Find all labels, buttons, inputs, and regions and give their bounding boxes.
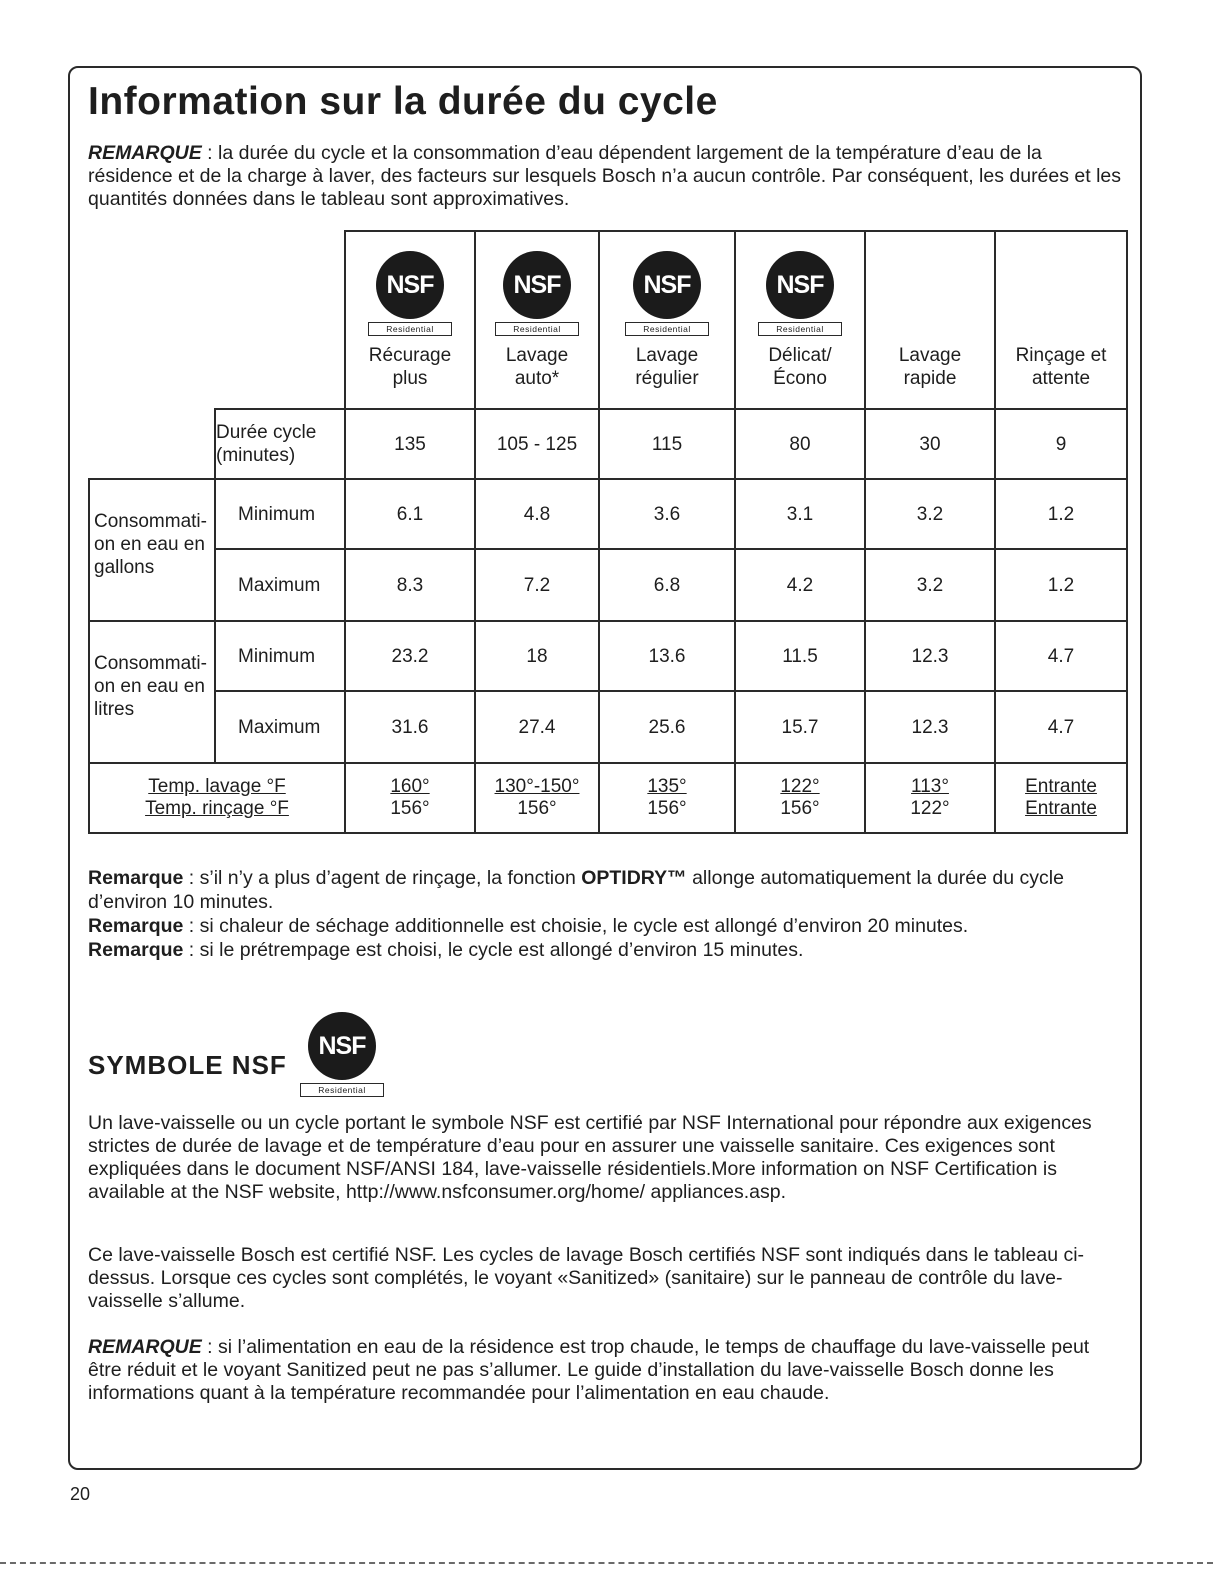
table-cell-value: 1.2 bbox=[1047, 574, 1075, 596]
final-note bbox=[88, 1336, 1128, 1405]
table-cell bbox=[598, 548, 736, 622]
table-cell bbox=[994, 478, 1128, 550]
table-cell bbox=[734, 620, 866, 692]
nsf-logo bbox=[368, 251, 452, 336]
table-cell bbox=[474, 690, 600, 764]
table-cell bbox=[344, 408, 476, 480]
nsf-residential-tag: Residential bbox=[495, 322, 579, 336]
column-header-label: Lavage rapide bbox=[898, 345, 962, 389]
table-cell bbox=[994, 548, 1128, 622]
temp-wash-value: 113° bbox=[911, 776, 949, 797]
table-cell bbox=[864, 548, 996, 622]
table-cell-value: 12.3 bbox=[911, 716, 949, 738]
temp-rinse-value: 156° bbox=[390, 798, 430, 819]
final-note-sep: : bbox=[201, 1336, 219, 1358]
row-label bbox=[214, 548, 346, 622]
column-header-label: Lavage régulier bbox=[635, 345, 699, 389]
gallons-group-label-text: Consommati- on en eau en gallons bbox=[94, 511, 207, 578]
nsf-logo bbox=[300, 1012, 384, 1097]
nsf-circle-icon: NSF bbox=[376, 251, 444, 319]
nsf-residential-tag: Residential bbox=[368, 322, 452, 336]
note-sep: : bbox=[183, 915, 200, 937]
page-number: 20 bbox=[70, 1484, 91, 1504]
table-cell bbox=[344, 620, 476, 692]
table-cell bbox=[734, 690, 866, 764]
column-header bbox=[734, 230, 866, 410]
temperature-cell bbox=[864, 762, 996, 834]
table-cell-value: 23.2 bbox=[391, 645, 429, 667]
table-cell-value: 1.2 bbox=[1047, 503, 1075, 525]
temp-rinse-value: 156° bbox=[517, 798, 557, 819]
table-cell-value: 9 bbox=[1055, 433, 1067, 455]
table-cell bbox=[474, 548, 600, 622]
liters-group-label bbox=[88, 620, 216, 764]
note-sep: : bbox=[183, 867, 200, 889]
row-label bbox=[214, 690, 346, 764]
temperature-cell bbox=[474, 762, 600, 834]
notes bbox=[88, 866, 1128, 962]
nsf-residential-tag: Residential bbox=[300, 1083, 384, 1097]
nsf-circle-icon: NSF bbox=[766, 251, 834, 319]
note-label: Remarque bbox=[88, 867, 184, 889]
table-cell bbox=[344, 478, 476, 550]
temp-wash-label: Temp. lavage °F bbox=[148, 776, 286, 797]
note-pre: s’il n’y a plus d’agent de rinçage, la fonction bbox=[199, 867, 582, 889]
table-cell-value: 12.3 bbox=[911, 645, 949, 667]
table-cell-value: 7.2 bbox=[523, 574, 551, 596]
table-cell-value: 4.2 bbox=[786, 574, 814, 596]
table-cell-value: 11.5 bbox=[782, 645, 818, 667]
table-cell-value: 15.7 bbox=[781, 716, 819, 738]
temp-rinse-value: Entrante bbox=[1025, 798, 1097, 819]
page-title: Information sur la durée du cycle bbox=[88, 80, 718, 123]
note-pre: si le prétrempage est choisi, le cycle est allongé d’environ 15 minutes. bbox=[199, 939, 804, 961]
table-cell-value: 6.1 bbox=[396, 503, 424, 525]
column-header-label: Lavage auto* bbox=[505, 345, 569, 389]
note-pre: si chaleur de séchage additionnelle est choisie, le cycle est allongé d’environ 20 minutes. bbox=[199, 915, 969, 937]
temperature-labels bbox=[88, 762, 346, 834]
nsf-residential-tag: Residential bbox=[625, 322, 709, 336]
table-cell bbox=[598, 620, 736, 692]
table-cell bbox=[864, 478, 996, 550]
table-cell-value: 13.6 bbox=[648, 645, 686, 667]
temp-rinse-value: 122° bbox=[910, 798, 950, 819]
temp-rinse-value: 156° bbox=[780, 798, 820, 819]
note-line bbox=[88, 866, 1128, 914]
table-cell bbox=[864, 620, 996, 692]
intro-note-text: la durée du cycle et la consommation d’eau dépendent largement de la température d’eau de la résidence et de la charge à laver, des facteurs sur lesquels Bosch n’a aucun contrôle. Par conséquent, les durées et les quantités données dans le tableau sont approximatives. bbox=[88, 142, 1122, 210]
table-cell-value: 3.2 bbox=[916, 503, 944, 525]
note-label: Remarque bbox=[88, 939, 184, 961]
symbol-title: SYMBOLE NSF bbox=[88, 1050, 287, 1080]
temperature-cell bbox=[734, 762, 866, 834]
column-header bbox=[598, 230, 736, 410]
symbol-paragraph-1: Un lave-vaisselle ou un cycle portant le symbole NSF est certifié par NSF International pour répondre aux exigences strictes de durée de lavage et de température d’eau pour en assurer une vaisselle sanitaire. Ces exigences sont expliquées dans le document NSF/ANSI 184, lave-vaisselle résidentiels.More information on NSF Certification is available at the NSF website, http://www.nsfconsumer.org/home/ appliances.asp. bbox=[88, 1112, 1092, 1203]
temp-wash-value: 135° bbox=[647, 776, 687, 797]
table-cell bbox=[598, 408, 736, 480]
table-cell bbox=[864, 408, 996, 480]
table-cell bbox=[864, 690, 996, 764]
temperature-cell bbox=[344, 762, 476, 834]
table-cell-value: 115 bbox=[651, 433, 683, 455]
table-cell-value: 105 - 125 bbox=[496, 433, 578, 455]
intro-note-label: REMARQUE bbox=[88, 142, 202, 164]
note-line bbox=[88, 938, 1128, 962]
nsf-logo bbox=[625, 251, 709, 336]
table-cell-value: 31.6 bbox=[391, 716, 429, 738]
table-cell-value: 4.8 bbox=[523, 503, 551, 525]
row-label-text: Maximum bbox=[238, 716, 321, 738]
table-cell bbox=[994, 408, 1128, 480]
temp-rinse-label: Temp. rinçage °F bbox=[145, 798, 289, 819]
table-cell bbox=[344, 690, 476, 764]
final-note-label: REMARQUE bbox=[88, 1336, 202, 1358]
symbol-paragraph-2: Ce lave-vaisselle Bosch est certifié NSF. Les cycles de lavage Bosch certifiés NSF sont indiqués dans le tableau ci-dessus. Lorsque ces cycles sont complétés, le voyant «Sanitized» (sanitaire) sur le panneau de contrôle du lave-vaisselle s’allume. bbox=[88, 1244, 1085, 1312]
note-post: allonge automatiquement la durée du cycle d’environ 10 minutes. bbox=[88, 867, 1064, 913]
column-header-label: Récurage plus bbox=[368, 345, 452, 389]
note-label: Remarque bbox=[88, 915, 184, 937]
nsf-circle-icon: NSF bbox=[308, 1012, 376, 1080]
table-cell-value: 27.4 bbox=[518, 716, 556, 738]
table-cell bbox=[598, 478, 736, 550]
footer-line bbox=[0, 1562, 1213, 1564]
temp-rinse-value: 156° bbox=[647, 798, 687, 819]
duration-label-text: Durée cycle (minutes) bbox=[216, 422, 317, 466]
table-cell-value: 3.1 bbox=[786, 503, 814, 525]
temperature-cell bbox=[994, 762, 1128, 834]
table-cell-value: 6.8 bbox=[653, 574, 681, 596]
column-header-label: Délicat/ Écono bbox=[768, 345, 832, 389]
temp-wash-value: 130°-150° bbox=[494, 776, 580, 797]
column-header bbox=[344, 230, 476, 410]
table-cell bbox=[474, 620, 600, 692]
table-cell-value: 135 bbox=[394, 433, 426, 455]
row-label-text: Minimum bbox=[238, 645, 316, 667]
liters-group-label-text: Consommati- on en eau en litres bbox=[94, 653, 207, 720]
table-cell bbox=[994, 690, 1128, 764]
temp-wash-value: 122° bbox=[780, 776, 820, 797]
final-note-text: si l’alimentation en eau de la résidence est trop chaude, le temps de chauffage du lave-vaisselle peut être réduit et le voyant Sanitized peut ne pas s’allumer. Le guide d’installation du lave-vaisselle Bosch donne les informations quant à la température recommandée pour l’alimentation en eau chaude. bbox=[88, 1336, 1090, 1404]
note-bold: OPTIDRY™ bbox=[581, 867, 687, 889]
nsf-circle-icon: NSF bbox=[633, 251, 701, 319]
nsf-circle-icon: NSF bbox=[503, 251, 571, 319]
column-header-label: Rinçage et attente bbox=[1015, 345, 1107, 389]
gallons-group-label bbox=[88, 478, 216, 622]
table-cell-value: 80 bbox=[789, 433, 811, 455]
row-label bbox=[214, 478, 346, 550]
temp-wash-value: Entrante bbox=[1025, 776, 1097, 797]
row-label bbox=[214, 620, 346, 692]
table-cell bbox=[598, 690, 736, 764]
table-cell-value: 4.7 bbox=[1047, 716, 1075, 738]
nsf-residential-tag: Residential bbox=[758, 322, 842, 336]
nsf-logo bbox=[495, 251, 579, 336]
table-cell bbox=[734, 408, 866, 480]
table-cell-value: 30 bbox=[919, 433, 941, 455]
table-cell-value: 18 bbox=[526, 645, 548, 667]
nsf-logo bbox=[758, 251, 842, 336]
table-cell-value: 4.7 bbox=[1047, 645, 1075, 667]
row-label-text: Maximum bbox=[238, 574, 321, 596]
table-cell-value: 3.6 bbox=[653, 503, 681, 525]
temp-wash-value: 160° bbox=[390, 776, 430, 797]
duration-label bbox=[214, 408, 346, 480]
row-label-text: Minimum bbox=[238, 503, 316, 525]
table-cell bbox=[734, 478, 866, 550]
table-cell bbox=[474, 408, 600, 480]
table-cell bbox=[344, 548, 476, 622]
note-sep: : bbox=[183, 939, 200, 961]
column-header bbox=[864, 230, 996, 410]
table-cell bbox=[994, 620, 1128, 692]
column-header bbox=[994, 230, 1128, 410]
table-cell bbox=[474, 478, 600, 550]
table-cell bbox=[734, 548, 866, 622]
table-cell-value: 3.2 bbox=[916, 574, 944, 596]
intro-note-sep: : bbox=[201, 142, 219, 164]
note-line bbox=[88, 914, 1128, 938]
table-cell-value: 25.6 bbox=[648, 716, 686, 738]
temperature-cell bbox=[598, 762, 736, 834]
column-header bbox=[474, 230, 600, 410]
table-cell-value: 8.3 bbox=[396, 574, 424, 596]
